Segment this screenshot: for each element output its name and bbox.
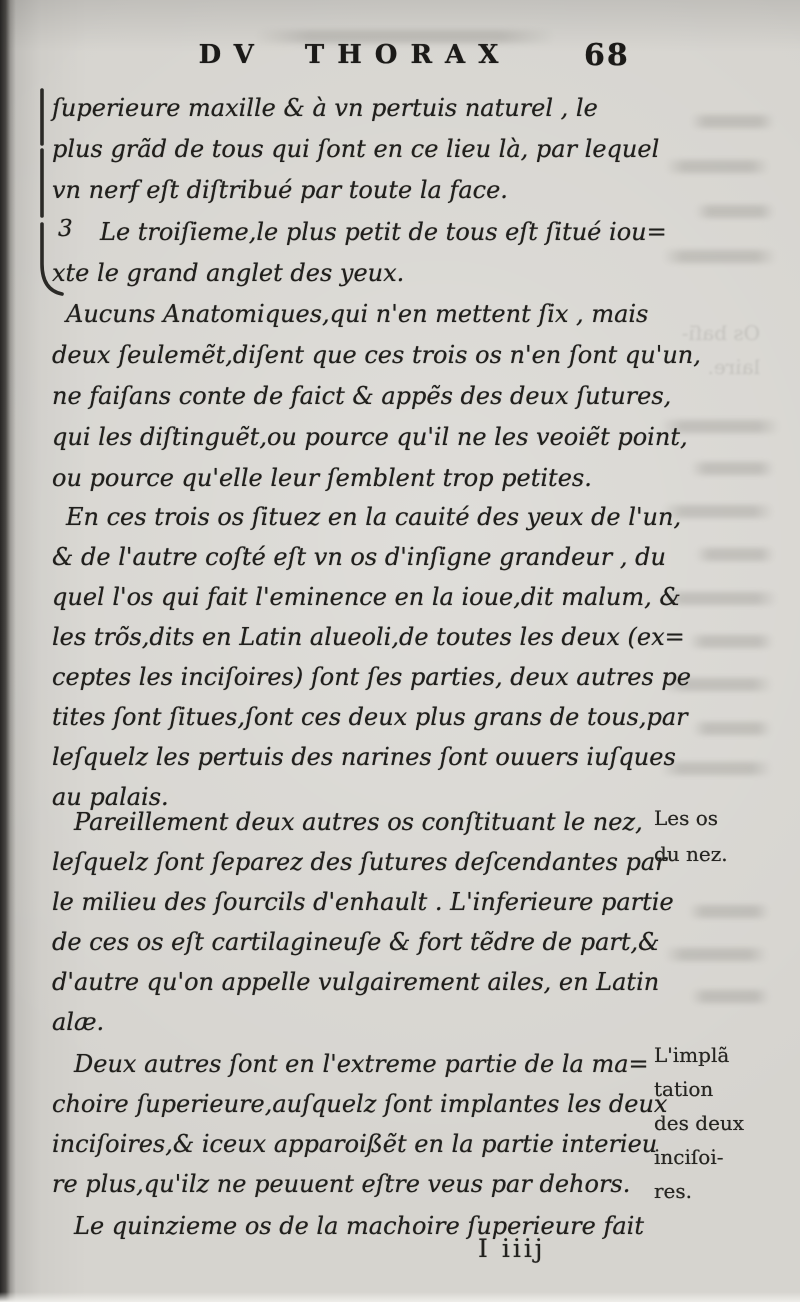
text-line: ceptes les inciſoires) ſont ſes parties, deux autres pe — [52, 663, 691, 691]
paragraph-number: 3 — [58, 216, 73, 242]
text-line: & de l'autre coſté eſt vn os d'inſigne grandeur , du — [52, 543, 666, 571]
text-line: leſquelz les pertuis des narines ſont ouuers iuſques — [52, 743, 676, 771]
text-line: ſuperieure maxille & à vn pertuis naturel , le — [52, 94, 598, 122]
bleedthrough-line: laire. — [707, 355, 760, 379]
text-line: re plus,qu'ilz ne peuuent eſtre veus par dehors. — [52, 1170, 631, 1198]
paragraph-troisieme — [52, 212, 667, 294]
text-line: Pareillement deux autres os conſtituant le nez, — [74, 808, 643, 836]
text-line: Aucuns Anatomiques,qui n'en mettent ſix , mais — [66, 300, 649, 328]
text-line: quel l'os qui fait l'eminence en la ioue,dit malum, & — [52, 583, 681, 611]
text-line: En ces trois os ſituez en la cauité des yeux de l'un, — [66, 503, 682, 531]
page-number: 68 — [584, 38, 630, 73]
text-line: les trõs,dits en Latin alueoli,de toutes les deux (ex= — [52, 623, 685, 651]
text-line: Le troiſieme,le plus petit de tous eſt ſitué iou= — [100, 218, 667, 246]
text-line: ne faiſans conte de faict & appẽs des deux ſutures, — [52, 382, 672, 410]
scan-bottom-edge — [0, 1292, 800, 1302]
paragraph-quinzieme — [52, 1206, 644, 1246]
margin-note-line: L'implã — [654, 1043, 730, 1067]
text-line: plus grãd de tous qui ſont en ce lieu là, par lequel — [52, 135, 660, 163]
text-line: d'autre qu'on appelle vulgairement ailes, en Latin — [52, 968, 660, 996]
bleedthrough-smudge — [662, 250, 777, 263]
text-line: choire ſuperieure,auſquelz ſont implantes les deux — [52, 1090, 668, 1118]
bleedthrough-smudge — [665, 160, 770, 173]
paragraph-incisoires — [52, 1044, 667, 1204]
text-line: deux ſeulemẽt,diſent que ces trois os n'en ſont qu'un, — [52, 341, 701, 369]
text-line: au palais. — [52, 783, 169, 811]
text-line: de ces os eſt cartilagineuſe & fort tẽdre de part,& — [52, 928, 660, 956]
bleedthrough-smudge — [690, 462, 775, 475]
text-line: xte le grand anglet des yeux. — [52, 259, 405, 287]
bleedthrough-smudge — [695, 205, 775, 218]
margin-note-line: tation — [654, 1077, 714, 1101]
text-line: vn nerf eſt diſtribué par toute la face. — [52, 176, 508, 204]
paragraph-superieure — [52, 88, 659, 211]
bleedthrough-smudge — [695, 548, 775, 561]
margin-note-les-os-du-nez — [654, 800, 792, 872]
bleedthrough-smudge — [664, 948, 768, 961]
bleedthrough-smudge — [692, 722, 772, 735]
bleedthrough-smudge — [255, 30, 555, 43]
margin-note-line: des deux — [654, 1111, 745, 1135]
paragraph-os-du-nez — [52, 802, 674, 1042]
text-line: alæ. — [52, 1008, 105, 1036]
bleedthrough-line: Os baſi- — [681, 321, 760, 345]
bleedthrough-smudge — [690, 115, 775, 128]
margin-note-line: res. — [654, 1179, 693, 1203]
text-line: Deux autres ſont en l'extreme partie de la ma= — [74, 1050, 649, 1078]
text-line: ou pource qu'elle leur ſemblent trop petites. — [52, 464, 592, 492]
text-line: inciſoires,& iceux apparoißẽt en la partie interieu — [52, 1130, 658, 1158]
text-line: le milieu des ſourcils d'enhault . L'inferieure partie — [52, 888, 674, 916]
signature-mark: I iiij — [478, 1234, 546, 1263]
running-title: DV THORAX — [198, 40, 512, 70]
text-line: tites ſont ſitues,ſont ces deux plus grans de tous,par — [52, 703, 688, 731]
scan-gutter-edge — [0, 0, 16, 1302]
bleedthrough-smudge — [688, 905, 770, 918]
text-line: leſquelz ſont ſeparez des ſutures deſcendantes par — [52, 848, 667, 876]
margin-note-line: inciſoi- — [654, 1145, 724, 1169]
paragraph-en-ces-trois-os — [52, 497, 691, 817]
margin-note-line: Les os — [654, 806, 719, 830]
text-line: qui les diſtinguẽt,ou pource qu'il ne les veoiẽt point, — [52, 423, 688, 451]
margin-note-implantation-incisoires — [654, 1038, 792, 1208]
paragraph-aucuns — [52, 294, 701, 499]
bleedthrough-smudge — [690, 990, 770, 1003]
bleedthrough-smudge — [688, 635, 774, 648]
margin-note-line: du nez. — [654, 842, 728, 866]
text-line: Le quinzieme os de la machoire ſuperieure fait — [74, 1212, 644, 1240]
